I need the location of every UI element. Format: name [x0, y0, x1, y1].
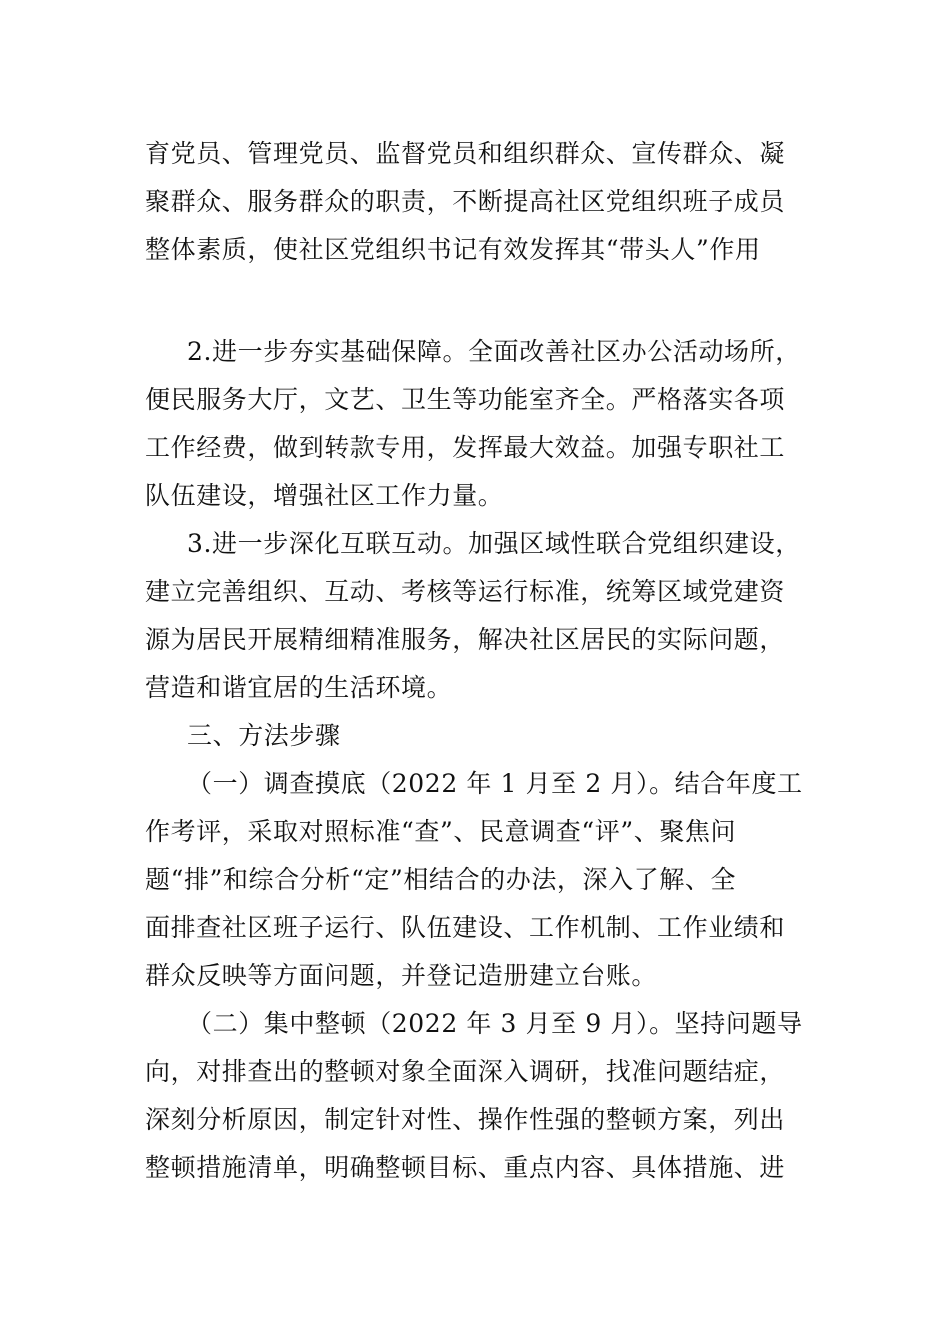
- text-line: 工作经费，做到转款专用，发挥最大效益。加强专职社工: [145, 433, 786, 462]
- paragraph-foundation-heading: 2.进一步夯实基础保障。全面改善社区办公活动场所，: [187, 337, 801, 366]
- text-line: 源为居民开展精细精准服务，解决社区居民的实际问题，: [145, 625, 786, 654]
- paragraph-rectification-heading: （二）集中整顿（2022 年 3 月至 9 月）。坚持问题导: [187, 1009, 803, 1038]
- text-line: 题“排”和综合分析“定”相结合的办法，深入了解、全: [145, 865, 737, 894]
- text-line: 便民服务大厅，文艺、卫生等功能室齐全。严格落实各项: [145, 385, 786, 414]
- text-line: 深刻分析原因，制定针对性、操作性强的整顿方案，列出: [145, 1105, 786, 1134]
- text-line: 建立完善组织、互动、考核等运行标准，统筹区域党建资: [145, 577, 786, 606]
- text-line: 作考评，采取对照标准“查”、民意调查“评”、聚焦问: [145, 817, 737, 846]
- text-line: 队伍建设，增强社区工作力量。: [145, 481, 504, 510]
- paragraph-leadership: [145, 130, 825, 274]
- text-line: 群众反映等方面问题，并登记造册建立台账。: [145, 961, 658, 990]
- section-heading-methods: 三、方法步骤: [187, 721, 341, 750]
- text-line: 聚群众、服务群众的职责，不断提高社区党组织班子成员: [145, 187, 786, 216]
- document-body: [145, 328, 825, 1192]
- text-line: 整顿措施清单，明确整顿目标、重点内容、具体措施、进: [145, 1153, 786, 1182]
- text-line: 向，对排查出的整顿对象全面深入调研，找准问题结症，: [145, 1057, 786, 1086]
- text-line: 营造和谐宜居的生活环境。: [145, 673, 453, 702]
- text-line: 面排查社区班子运行、队伍建设、工作机制、工作业绩和: [145, 913, 786, 942]
- paragraph-survey-heading: （一）调查摸底（2022 年 1 月至 2 月）。结合年度工: [187, 769, 803, 798]
- text-line: 育党员、管理党员、监督党员和组织群众、宣传群众、凝: [145, 139, 786, 168]
- text-line: 整体素质，使社区党组织书记有效发挥其“带头人”作用: [145, 235, 761, 264]
- paragraph-interaction-heading: 3.进一步深化互联互动。加强区域性联合党组织建设，: [187, 529, 801, 558]
